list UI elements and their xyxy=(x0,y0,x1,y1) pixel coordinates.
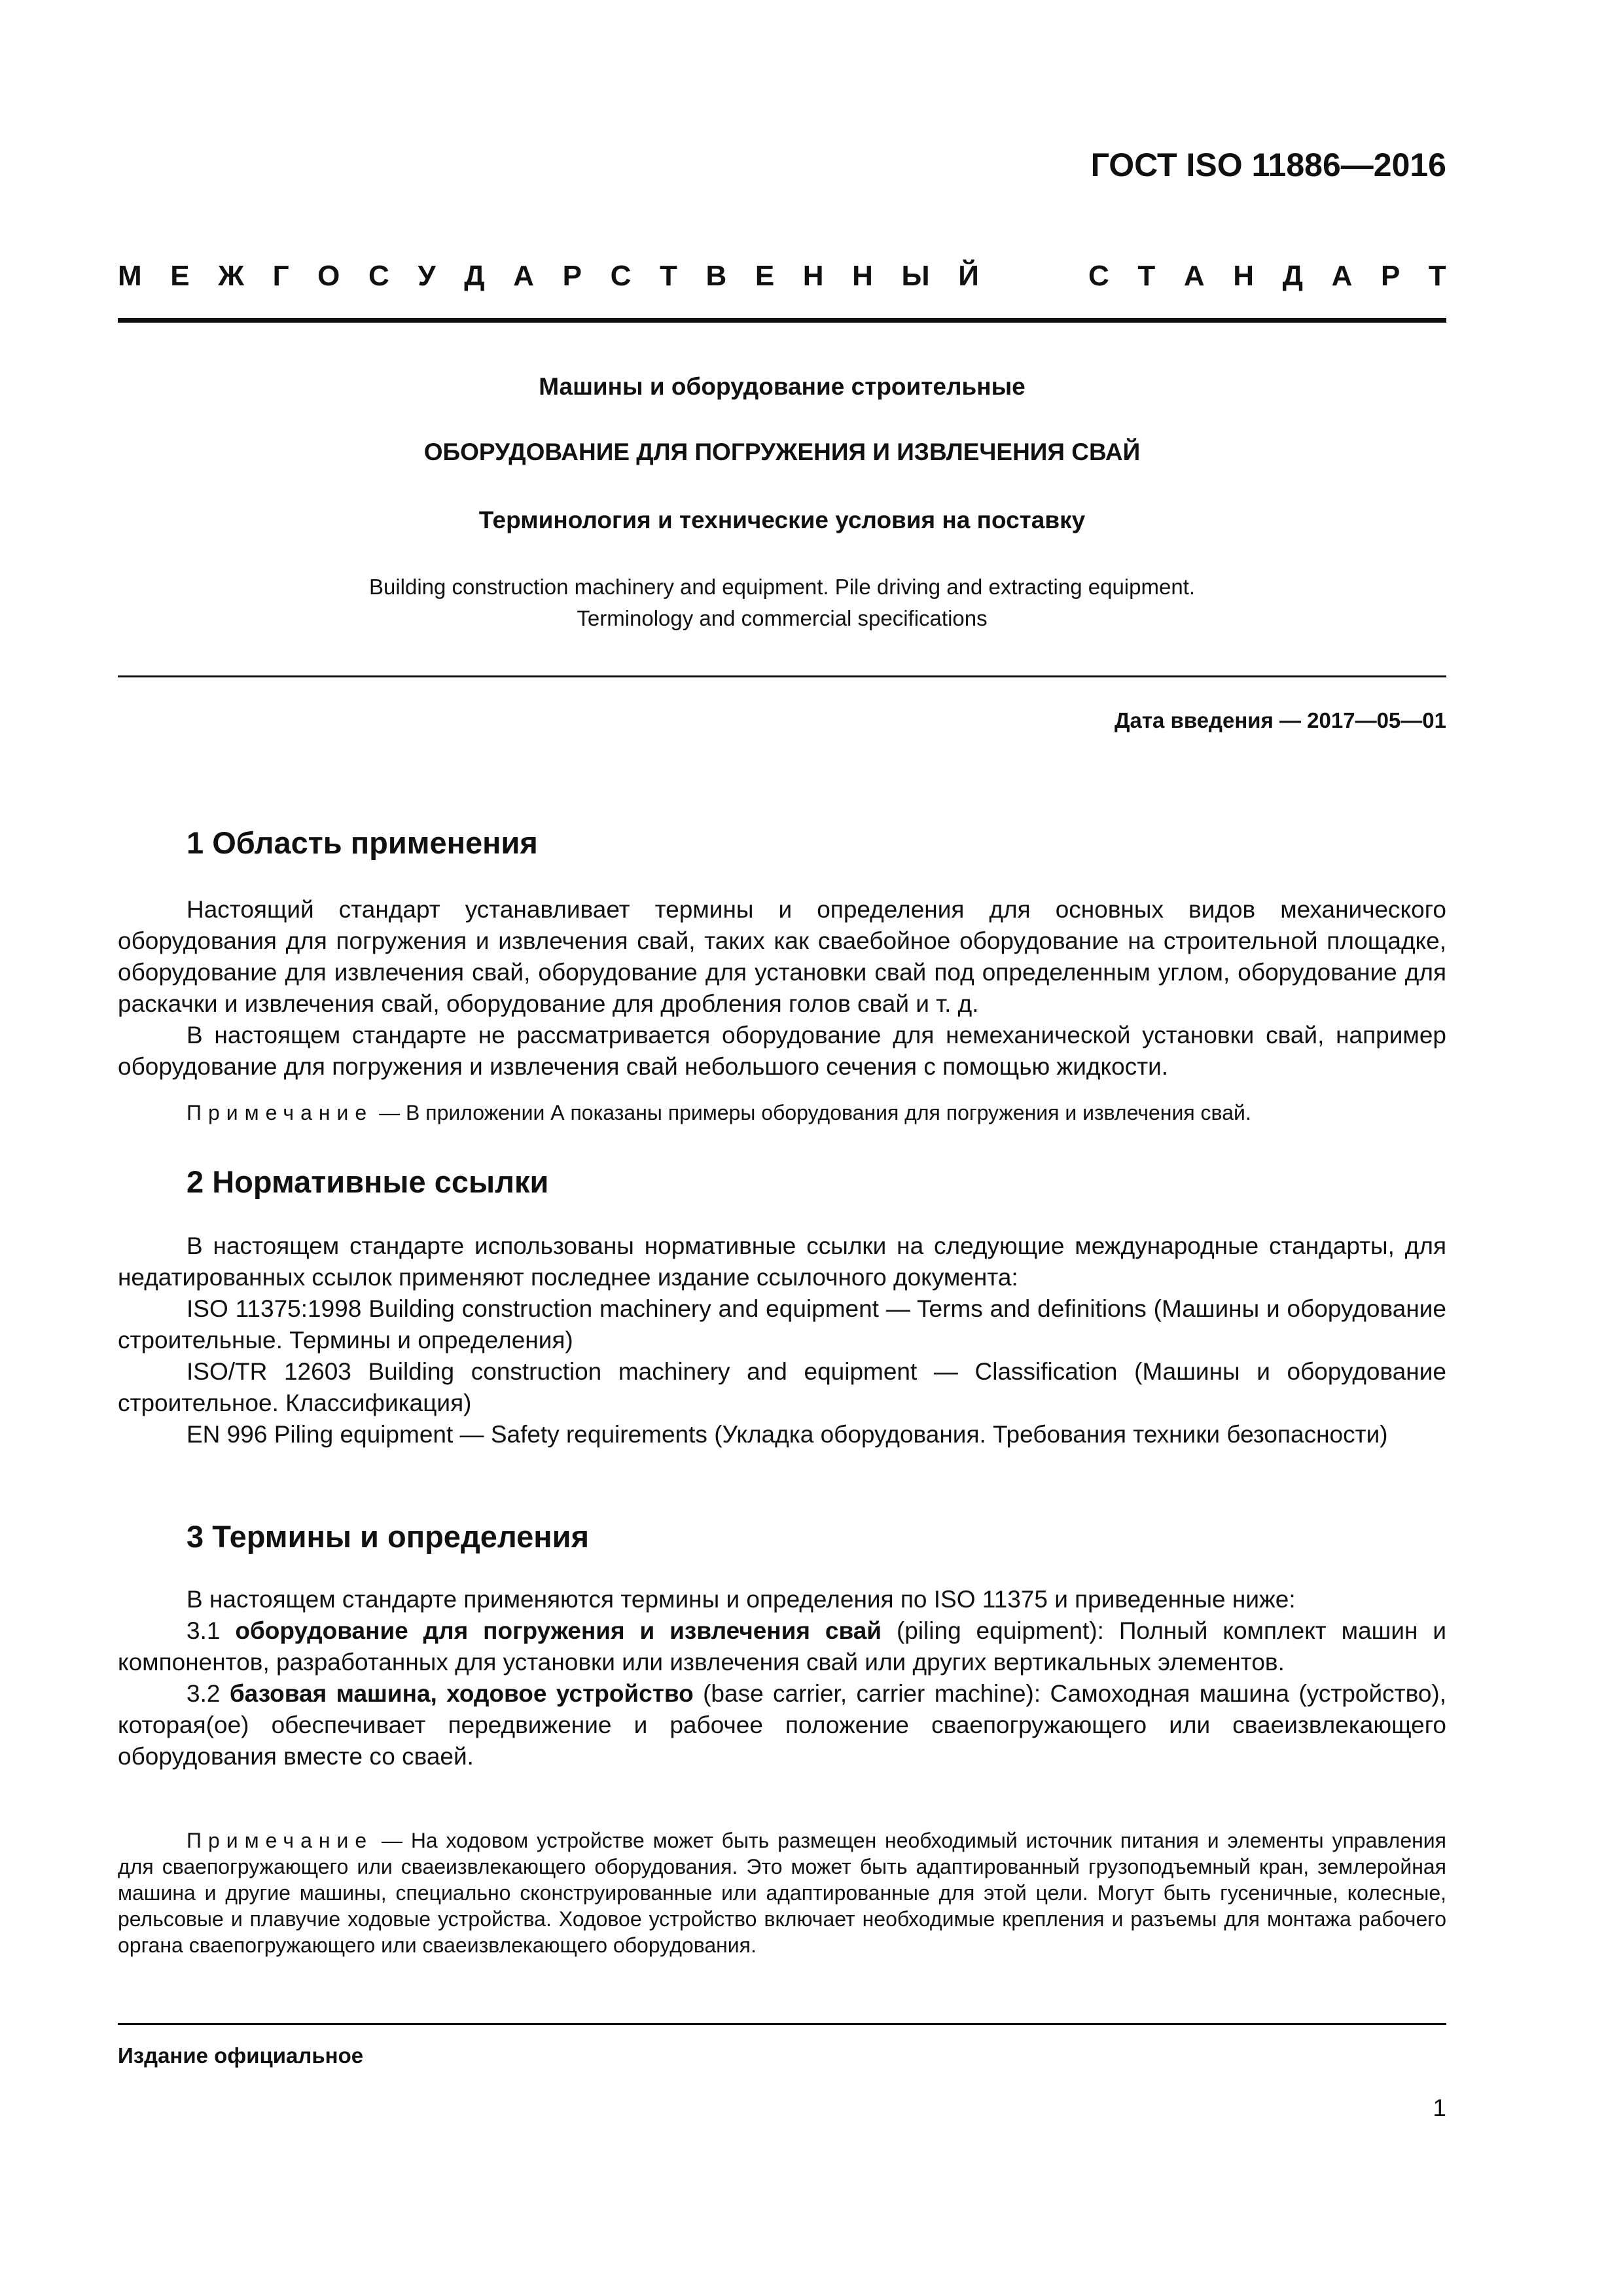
term-number: 3.1 xyxy=(187,1617,236,1644)
banner-letter: А xyxy=(513,260,535,292)
title-english xyxy=(118,571,1446,634)
banner-letter: С xyxy=(1088,260,1109,292)
paragraph: В настоящем стандарте не рассматривается оборудование для немеханической установки свай, например оборудование для погружения и извлечения свай небольшого сечения с помощью жидкости. xyxy=(118,1022,1446,1080)
banner-letter: Н xyxy=(1233,260,1255,292)
note-label: Примечание xyxy=(187,1829,374,1852)
banner-letter: Ы xyxy=(901,260,930,292)
term-definition: (piling equipment): Полный комплект машин и компонентов, разработанных для установки или извлечения свай или других вертикальных элементов. xyxy=(118,1617,1447,1676)
title-category: Машины и оборудование строительные xyxy=(539,373,1026,400)
banner-gap xyxy=(1007,257,1060,296)
edition-label: Издание официальное xyxy=(118,2043,364,2068)
page-number: 1 xyxy=(1433,2094,1446,2121)
title-english-line: Terminology and commercial specifications xyxy=(577,606,988,630)
paragraph: Настоящий стандарт устанавливает термины и определения для основных видов механического оборудования для погружения и извлечения свай, таких как сваебойное оборудование на строительной площадке, оборудование для извлечения свай, оборудование для установки свай под определенным углом, оборудование для раскачки и извлечения свай, оборудование для дробления голов свай и т. д. xyxy=(118,896,1446,1017)
banner-letter: Т xyxy=(1137,260,1156,292)
section-body xyxy=(118,1230,1446,1450)
intro-date: Дата введения — 2017—05—01 xyxy=(1115,708,1446,732)
section-heading: 2 Нормативные ссылки xyxy=(187,1164,549,1199)
banner-letter: Г xyxy=(272,260,289,292)
banner-letter: Р xyxy=(1380,260,1400,292)
standard-code: ГОСТ ISO 11886—2016 xyxy=(1090,147,1446,183)
note-label: Примечание xyxy=(187,1101,374,1124)
term-number: 3.2 xyxy=(187,1680,230,1707)
interstate-standard-banner xyxy=(118,257,1446,296)
banner-letter: Д xyxy=(464,260,485,292)
term-entry xyxy=(118,1615,1446,1678)
section-body xyxy=(118,894,1446,1083)
paragraph: В настоящем стандарте использованы нормативные ссылки на следующие международные стандарты, для недатированных ссылок применяют последнее издание ссылочного документа: xyxy=(118,1232,1446,1291)
banner-letter: У xyxy=(418,260,436,292)
banner-letter: Р xyxy=(562,260,582,292)
note-text: — На ходовом устройстве может быть размещен необходимый источник питания и элементы управления для сваепогружающего или сваеизвлекающего оборудования. Это может быть адаптированный грузоподъемный кран, землеройная машина и другие машины, специально сконструированные или адаптированные для этой цели. Могут быть гусеничные, колесные, рельсовые и плавучие ходовые устройства. Ходовое устройство включает необходимые крепления и разъемы для монтажа рабочего органа сваепогружающего или сваеизвлекающего оборудования. xyxy=(118,1829,1446,1957)
paragraph: В настоящем стандарте применяются термины и определения по ISO 11375 и приведенные ниже: xyxy=(187,1586,1296,1613)
banner-letter: В xyxy=(705,260,727,292)
title-english-line: Building construction machinery and equipment. Pile driving and extracting equipment. xyxy=(368,575,1196,599)
banner-letter: Е xyxy=(755,260,775,292)
note xyxy=(118,1100,1446,1126)
reference-item: EN 996 Piling equipment — Safety requirements (Укладка оборудования. Требования техники безопасности) xyxy=(187,1421,1388,1448)
term-name: оборудование для погружения и извлечения свай xyxy=(235,1617,882,1644)
title-sub: Терминология и технические условия на поставку xyxy=(478,507,1086,533)
header-divider xyxy=(118,318,1446,323)
banner-letter: Ж xyxy=(218,260,244,292)
banner-letter: Н xyxy=(802,260,824,292)
banner-letter: А xyxy=(1183,260,1205,292)
reference-item: ISO 11375:1998 Building construction machinery and equipment — Terms and definitions (Машины и оборудование строительные. Термины и определения) xyxy=(118,1295,1446,1354)
banner-letter: С xyxy=(368,260,389,292)
banner-letter: Т xyxy=(659,260,677,292)
banner-letter: Д xyxy=(1282,260,1303,292)
note xyxy=(118,1827,1446,1958)
section-heading: 3 Термины и определения xyxy=(187,1519,589,1554)
note-paragraph xyxy=(118,1827,1446,1958)
section-heading: 1 Область применения xyxy=(187,825,538,860)
banner-letter: Й xyxy=(958,260,979,292)
banner-letter: С xyxy=(610,260,632,292)
note-text: — В приложении А показаны примеры оборудования для погружения и извлечения свай. xyxy=(373,1101,1251,1124)
term-definition: (base carrier, carrier machine): Самоходная машина (устройство), которая(ое) обеспечивает передвижение и рабочее положение сваепогружающего или сваеизвлекающего оборудования вместе со сваей. xyxy=(118,1680,1446,1770)
note-paragraph xyxy=(118,1100,1446,1126)
term-entry xyxy=(118,1678,1446,1772)
banner-letter: Н xyxy=(852,260,873,292)
banner-letter: О xyxy=(317,260,340,292)
term-name: базовая машина, ходовое устройство xyxy=(229,1680,694,1707)
section-body xyxy=(118,1584,1446,1772)
banner-letter: А xyxy=(1331,260,1353,292)
banner-letter: М xyxy=(118,260,142,292)
banner-letter: Т xyxy=(1428,260,1446,292)
reference-item: ISO/TR 12603 Building construction machinery and equipment — Classification (Машины и оборудование строительное. Классификация) xyxy=(118,1358,1446,1416)
title-main: ОБОРУДОВАНИЕ ДЛЯ ПОГРУЖЕНИЯ И ИЗВЛЕЧЕНИЯ СВАЙ xyxy=(423,439,1141,465)
title-divider xyxy=(118,675,1446,677)
banner-letter: Е xyxy=(170,260,190,292)
footer-divider xyxy=(118,2023,1446,2025)
